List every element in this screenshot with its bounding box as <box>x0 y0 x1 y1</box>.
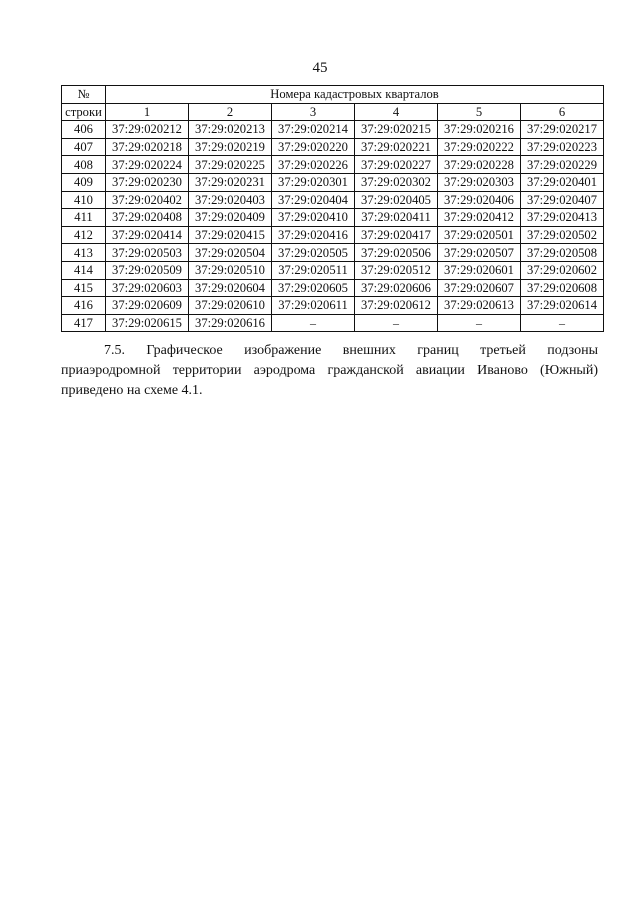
cadastral-number-cell: 37:29:020608 <box>521 279 604 297</box>
cadastral-number-cell: 37:29:020510 <box>189 261 272 279</box>
cadastral-number-cell: 37:29:020410 <box>272 209 355 227</box>
cadastral-number-cell: 37:29:020229 <box>521 156 604 174</box>
column-header: 5 <box>438 103 521 121</box>
row-number: 406 <box>62 121 106 139</box>
cadastral-number-cell: 37:29:020413 <box>521 209 604 227</box>
cadastral-number-cell: 37:29:020601 <box>438 261 521 279</box>
column-header: 1 <box>106 103 189 121</box>
cadastral-number-cell: 37:29:020222 <box>438 138 521 156</box>
cadastral-number-cell: 37:29:020604 <box>189 279 272 297</box>
table-row <box>62 314 604 332</box>
cadastral-number-cell: 37:29:020602 <box>521 261 604 279</box>
table-row <box>62 138 604 156</box>
cadastral-numbers-group-header: Номера кадастровых кварталов <box>106 86 604 104</box>
cadastral-number-cell: 37:29:020607 <box>438 279 521 297</box>
table-header-row <box>62 86 604 104</box>
cadastral-number-cell: 37:29:020406 <box>438 191 521 209</box>
cadastral-number-cell: 37:29:020508 <box>521 244 604 262</box>
cadastral-number-cell: 37:29:020220 <box>272 138 355 156</box>
cadastral-number-cell: 37:29:020231 <box>189 173 272 191</box>
row-number: 411 <box>62 209 106 227</box>
cadastral-number-cell: 37:29:020404 <box>272 191 355 209</box>
cadastral-number-cell: 37:29:020403 <box>189 191 272 209</box>
cadastral-number-cell: 37:29:020302 <box>355 173 438 191</box>
table-row <box>62 261 604 279</box>
cadastral-number-cell: 37:29:020415 <box>189 226 272 244</box>
cadastral-number-cell: 37:29:020225 <box>189 156 272 174</box>
empty-cell-dash: – <box>272 314 355 332</box>
cadastral-number-cell: 37:29:020411 <box>355 209 438 227</box>
table-row <box>62 279 604 297</box>
cadastral-number-cell: 37:29:020214 <box>272 121 355 139</box>
cadastral-number-cell: 37:29:020615 <box>106 314 189 332</box>
column-header: 6 <box>521 103 604 121</box>
cadastral-number-cell: 37:29:020218 <box>106 138 189 156</box>
cadastral-number-cell: 37:29:020609 <box>106 297 189 315</box>
cadastral-number-cell: 37:29:020502 <box>521 226 604 244</box>
cadastral-number-cell: 37:29:020303 <box>438 173 521 191</box>
cadastral-number-cell: 37:29:020409 <box>189 209 272 227</box>
cadastral-number-cell: 37:29:020416 <box>272 226 355 244</box>
cadastral-number-cell: 37:29:020215 <box>355 121 438 139</box>
table-row <box>62 173 604 191</box>
cadastral-number-cell: 37:29:020221 <box>355 138 438 156</box>
column-header: 4 <box>355 103 438 121</box>
cadastral-number-cell: 37:29:020511 <box>272 261 355 279</box>
cadastral-number-cell: 37:29:020212 <box>106 121 189 139</box>
table-subheader-row <box>62 103 604 121</box>
cadastral-number-cell: 37:29:020613 <box>438 297 521 315</box>
cadastral-number-cell: 37:29:020223 <box>521 138 604 156</box>
row-number: 414 <box>62 261 106 279</box>
cadastral-number-cell: 37:29:020401 <box>521 173 604 191</box>
table-row <box>62 209 604 227</box>
row-number: 408 <box>62 156 106 174</box>
row-number-header-symbol: № <box>62 86 106 104</box>
row-number: 410 <box>62 191 106 209</box>
cadastral-number-cell: 37:29:020408 <box>106 209 189 227</box>
empty-cell-dash: – <box>355 314 438 332</box>
cadastral-number-cell: 37:29:020509 <box>106 261 189 279</box>
cadastral-number-cell: 37:29:020402 <box>106 191 189 209</box>
cadastral-number-cell: 37:29:020227 <box>355 156 438 174</box>
column-header: 2 <box>189 103 272 121</box>
row-number: 415 <box>62 279 106 297</box>
table-row <box>62 244 604 262</box>
cadastral-number-cell: 37:29:020405 <box>355 191 438 209</box>
page-number: 45 <box>312 60 328 76</box>
cadastral-number-cell: 37:29:020228 <box>438 156 521 174</box>
cadastral-number-cell: 37:29:020506 <box>355 244 438 262</box>
cadastral-number-cell: 37:29:020505 <box>272 244 355 262</box>
table-row <box>62 156 604 174</box>
cadastral-table <box>61 85 604 332</box>
column-header: 3 <box>272 103 355 121</box>
row-number: 417 <box>62 314 106 332</box>
cadastral-number-cell: 37:29:020226 <box>272 156 355 174</box>
table-row <box>62 226 604 244</box>
cadastral-number-cell: 37:29:020603 <box>106 279 189 297</box>
cadastral-number-cell: 37:29:020611 <box>272 297 355 315</box>
table-row <box>62 191 604 209</box>
cadastral-number-cell: 37:29:020414 <box>106 226 189 244</box>
row-number: 407 <box>62 138 106 156</box>
cadastral-number-cell: 37:29:020612 <box>355 297 438 315</box>
table-row <box>62 121 604 139</box>
cadastral-number-cell: 37:29:020512 <box>355 261 438 279</box>
cadastral-number-cell: 37:29:020504 <box>189 244 272 262</box>
cadastral-number-cell: 37:29:020606 <box>355 279 438 297</box>
cadastral-number-cell: 37:29:020503 <box>106 244 189 262</box>
paragraph-line: приаэродромной территории аэродрома гражданской авиации Иваново (Южный) <box>61 363 598 378</box>
paragraph-line: 7.5. Графическое изображение внешних границ третьей подзоны <box>104 343 598 358</box>
cadastral-number-cell: 37:29:020614 <box>521 297 604 315</box>
row-number-header-label: строки <box>62 103 106 121</box>
cadastral-number-cell: 37:29:020217 <box>521 121 604 139</box>
cadastral-number-cell: 37:29:020501 <box>438 226 521 244</box>
row-number: 413 <box>62 244 106 262</box>
row-number: 416 <box>62 297 106 315</box>
cadastral-number-cell: 37:29:020213 <box>189 121 272 139</box>
cadastral-number-cell: 37:29:020616 <box>189 314 272 332</box>
cadastral-number-cell: 37:29:020610 <box>189 297 272 315</box>
empty-cell-dash: – <box>521 314 604 332</box>
table-row <box>62 297 604 315</box>
section-paragraph <box>61 341 598 401</box>
cadastral-number-cell: 37:29:020216 <box>438 121 521 139</box>
paragraph-line: приведено на схеме 4.1. <box>61 383 203 398</box>
row-number: 412 <box>62 226 106 244</box>
row-number: 409 <box>62 173 106 191</box>
cadastral-number-cell: 37:29:020417 <box>355 226 438 244</box>
cadastral-number-cell: 37:29:020224 <box>106 156 189 174</box>
cadastral-number-cell: 37:29:020301 <box>272 173 355 191</box>
cadastral-number-cell: 37:29:020412 <box>438 209 521 227</box>
cadastral-number-cell: 37:29:020407 <box>521 191 604 209</box>
cadastral-number-cell: 37:29:020605 <box>272 279 355 297</box>
cadastral-number-cell: 37:29:020507 <box>438 244 521 262</box>
cadastral-number-cell: 37:29:020219 <box>189 138 272 156</box>
cadastral-number-cell: 37:29:020230 <box>106 173 189 191</box>
empty-cell-dash: – <box>438 314 521 332</box>
